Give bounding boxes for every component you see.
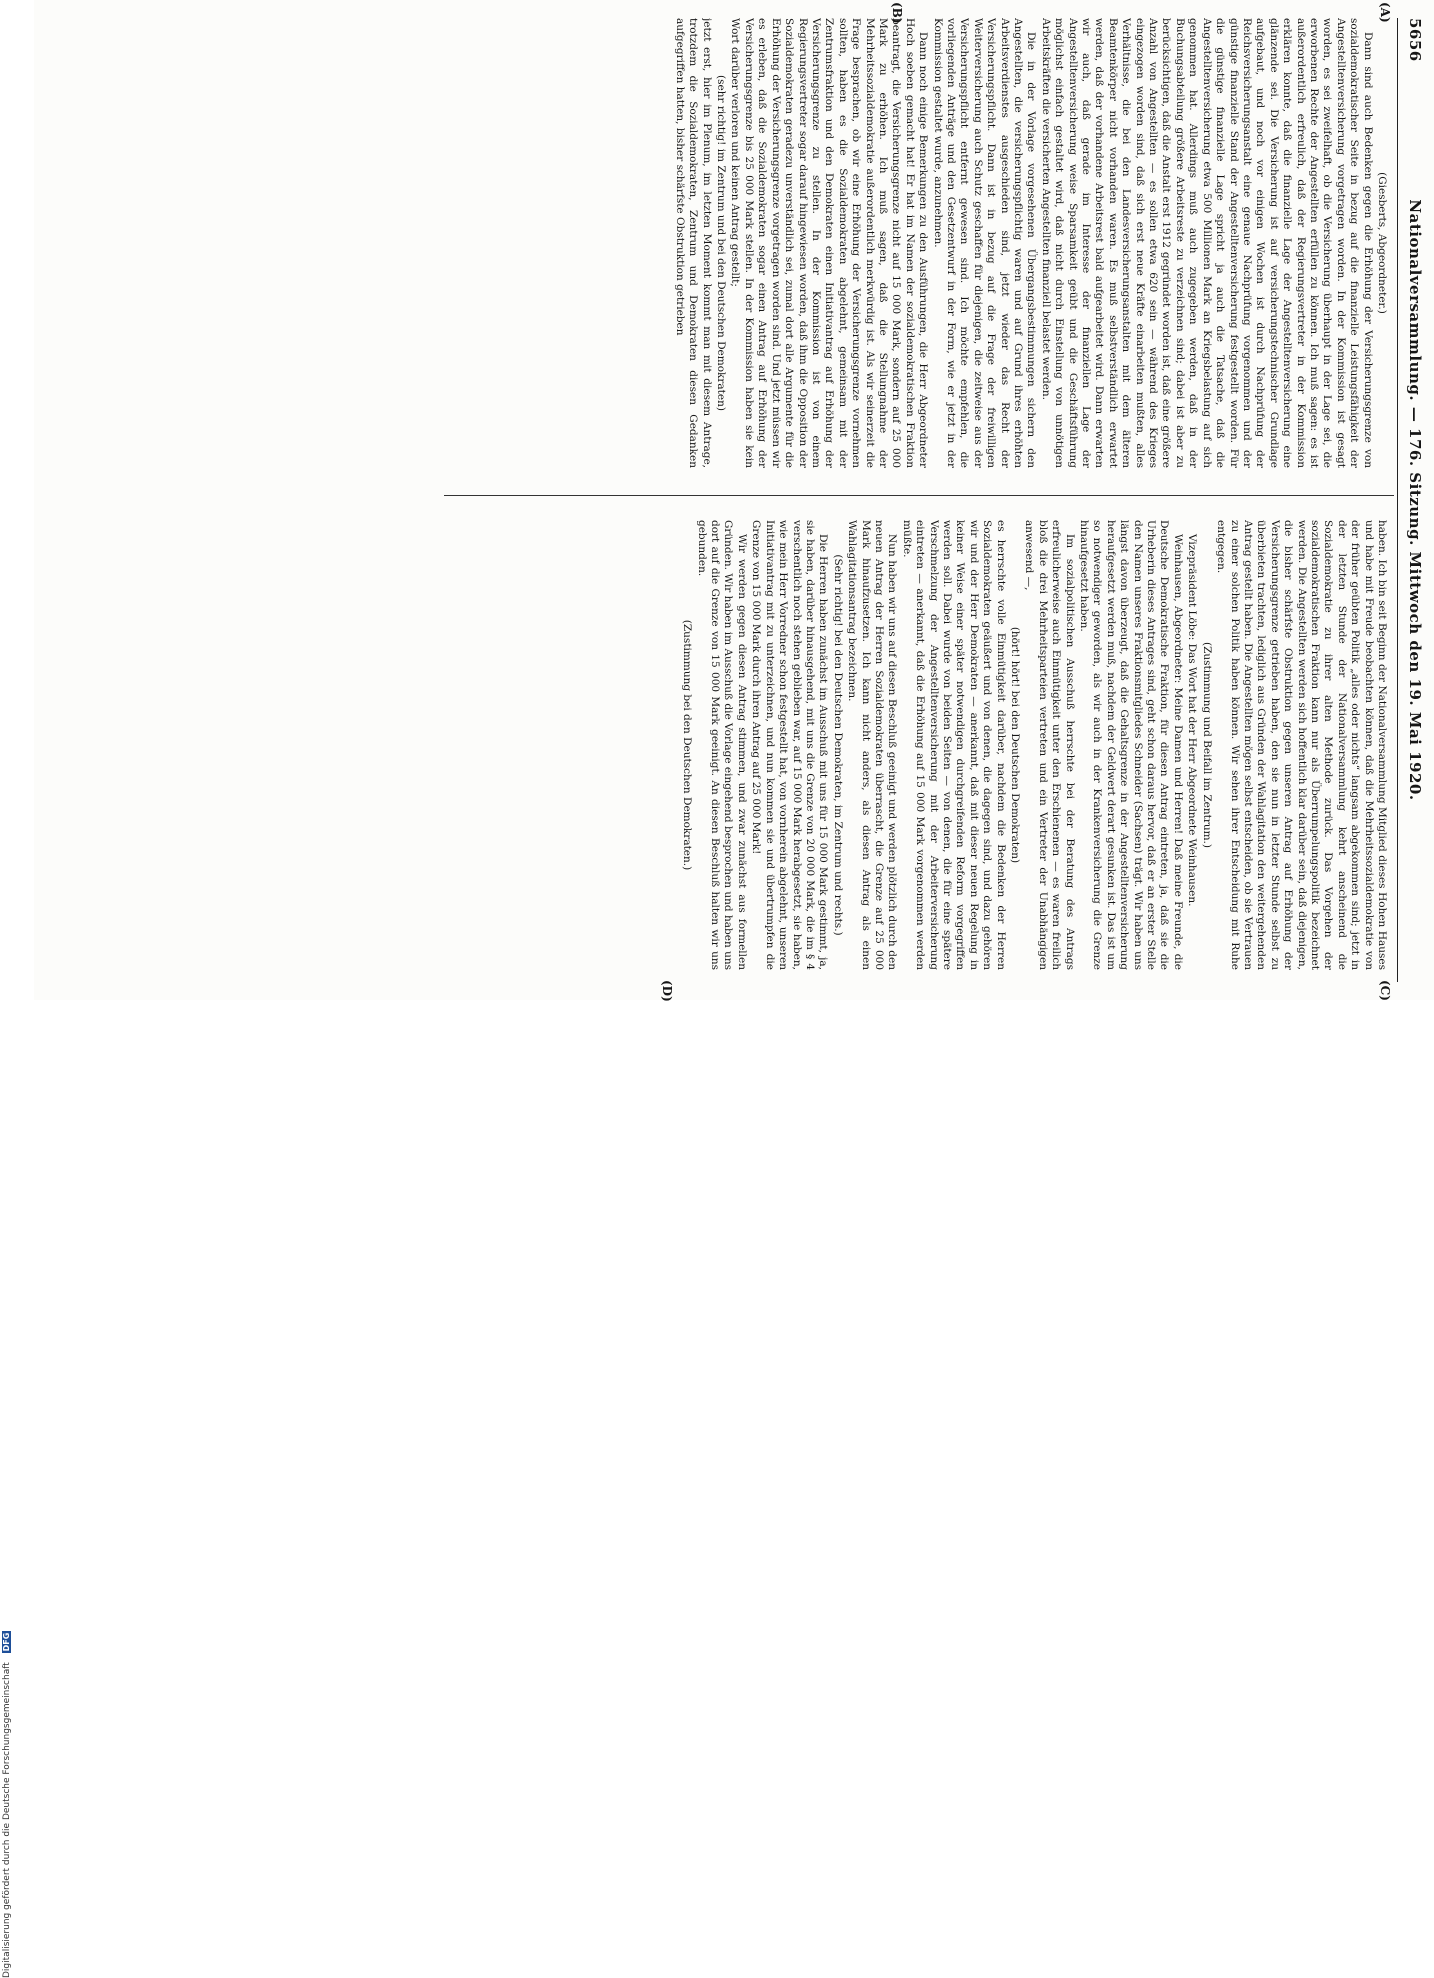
speaker-announcement: Vizepräsident Löbe: Das Wort hat der Herr Abgeordnete Weinhausen. <box>1186 534 1199 907</box>
interjection: (sehr richtig! im Zentrum und bei den Deutschen Demokraten) <box>715 75 728 411</box>
paragraph: Im sozialpolitischen Ausschuß herrschte bei der Beratung des Antrags erfreulicherweise auch Einmütigkeit unter den Erschienenen — es waren freilich bloß die drei Mehrheitsparteien vertreten und ein Vertreter der Unabhängigen anwesend —, <box>1023 520 1076 970</box>
paragraph: haben. Ich bin seit Beginn der Nationalversammlung Mitglied dieses Hohen Hauses und habe mit Freude beobachten können, daß die Mehrheitssozialdemokratie von der früher geübten Politik „alles oder nichts“ langsam abgekommen sind; jetzt in der letzten Stunde der Nationalversammlung kehrt anscheinend die Sozialdemokratie zu ihrer alten Methode zurück. Das Vorgehen der sozialdemokratischen Fraktion kann nur als Überrumpelungspolitik bezeichnet werden. Die Angestellten werden sich hoffentlich klar darüber sein, daß diejenigen, die bisher schärfste Obstruktion gegen unseren Antrag auf Erhöhung der Versicherungsgrenze getrieben haben, den sie nun in letzter Stunde selbst zu überbieten trachten, lediglich aus Gründen der Wahlagitation den weitergehenden Antrag gestellt haben. Die Angestellten mögen selbst entscheiden, ob sie Vertrauen zu einer solchen Politik haben können. Wir sehen ihrer Entscheidung mit Ruhe entgegen. <box>1215 520 1388 970</box>
right-column <box>448 520 1388 970</box>
interjection: (hört! hört! bei den Deutschen Demokraten) <box>1009 626 1022 864</box>
paragraph: Nun haben wir uns auf diesen Beschluß geeinigt und werden plötzlich durch den neuen Antrag der Herren Sozialdemokraten überrascht, die Grenze auf 25 000 Mark hinaufzusetzen. Ich kann nicht anders, als diesen Antrag als einen Wahlagitationsantrag bezeichnen. <box>846 520 899 970</box>
paragraph: Weinhausen, Abgeordneter: Meine Damen und Herren! Daß meine Freunde, die Deutsche Demokratische Fraktion, für diesen Antrag eintreten, ja, daß sie die Urheberin dieses Antrages sind, geht schon daraus hervor, daß er an erster Stelle den Namen unseres Fraktionsmitgliedes Schneider (Sachsen) trägt. Wir haben uns längst davon überzeugt, daß die Gehaltsgrenze in der Angestelltenversicherung heraufgesetzt werden muß, nachdem der Geldwert derart gesunken ist. Das ist um so notwendiger geworden, als wir auch in der Krankenversicherung die Grenze hinaufgesetzt haben. <box>1078 520 1184 970</box>
credit-text: Digitalisierung gefördert durch die Deutsche Forschungsgemeinschaft <box>2 1662 12 1978</box>
page-header <box>1402 18 1426 982</box>
paragraph: Dann sind auch Bedenken gegen die Erhöhung der Versicherungsgrenze von sozialdemokratischer Seite in bezug auf die finanzielle Leistungsfähigkeit der Angestelltenversicherung vorgetragen worden. In der Kommission ist gesagt worden, es sei zweifelhaft, ob die Versicherung überhaupt in der Lage sei, die erworbenen Rechte der Angestellten erfüllen zu können. Ich muß sagen: es ist außerordentlich erfreulich, daß der Regierungsvertreter in der Kommission erklären konnte, daß die finanzielle Lage der Angestelltenversicherung eine glänzende sei. Die Versicherung ist auf versicherungstechnischer Grundlage aufgebaut, und noch vor einigen Wochen ist durch Nachprüfung der Reichsversicherungsanstalt eine genaue Nachprüfung vorgenommen und der günstige finanzielle Stand der Angestelltenversicherung festgestellt worden. Für die günstige finanzielle Lage spricht ja auch die Tatsache, daß die Angestelltenversicherung etwa 500 Millionen Mark an Kriegsbelastung auf sich genommen hat. Allerdings muß auch zugegeben werden, daß in der Buchungsabteilung größere Arbeitsreste zu verzeichnen sind; dabei ist aber zu berücksichtigen, daß die Anstalt erst 1912 gegründet worden ist, daß eine größere Anzahl von Angestellten — es sollen etwa 620 sein — während des Krieges eingezogen worden sind, daß sich erst neue Kräfte einarbeiten mußten, alles Verhältnisse, die bei den Landesversicherungsanstalten mit dem älteren Beamtenkörper nicht vorhanden waren. Es muß selbstverständlich erwartet werden, daß der vorhandene Arbeitsrest bald aufgearbeitet wird. Dann erwarten wir auch, daß gerade im Interesse der finanziellen Lage der Angestelltenversicherung weise Sparsamkeit geübt und die Geschäftsführung möglichst einfach gestaltet wird, daß nicht durch Einstellung von unnötigen Arbeitskräften die versicherten Angestellten finanziell belastet werden. <box>1039 18 1374 468</box>
paragraph: Dann noch einige Bemerkungen zu den Ausführungen, die Herr Abgeordneter Hoch soeben gemacht hat! Er hat im Namen der sozialdemokratischen Fraktion beantragt, die Versicherungsgrenze nicht auf 15 000 Mark, sondern auf 25 000 Mark zu erhöhen. Ich muß sagen, daß die Stellungnahme der Mehrheitssozialdemokratie außerordentlich merkwürdig ist. Als wir seinerzeit die Frage besprachen, ob wir eine Erhöhung der Versicherungsgrenze vornehmen sollten, haben es die Sozialdemokraten abgelehnt, gemeinsam mit der Zentrumsfraktion und den Demokraten einen Initiativantrag auf Erhöhung der Versicherungsgrenze zu stellen. In der Kommission ist von einem Regierungsvertreter sogar darauf hingewiesen worden, daß ihm die Opposition der Sozialdemokraten geradezu unverständlich sei, zumal dort alle Argumente für die Erhöhung der Versicherungsgrenze vorgetragen worden sind. Und jetzt müssen wir es erleben, daß die Sozialdemokraten sogar einen Antrag auf Erhöhung der Versicherungsgrenze bis 25 000 Mark stellen. In der Kommission haben sie kein Wort darüber verloren und keinen Antrag gestellt; <box>729 18 930 468</box>
page-number: 5656 <box>1406 18 1424 62</box>
margin-marker-c: (C) <box>1378 980 1392 1001</box>
header-rule <box>1397 18 1398 982</box>
speaker-continuation: (Giesberts, Abgeordneter.) <box>1376 172 1388 314</box>
paragraph: es herrschte volle Einmütigkeit darüber, nachdem die Bedenken der Herren Sozialdemokraten geäußert und von denen, die dagegen sind, und dazu gehören wir und der Herr Demokraten — anerkannt, daß mit dieser neuen Regelung in keiner Weise einer später notwendigen durchgreifenden Reform vorgegriffen werden soll. Dabei wurde von beiden Seiten — von denen, die für eine spätere Verschmelzung der Angestelltenversicherung mit der Arbeiterversicherung eintreten — anerkannt, daß die Erhöhung auf 15 000 Mark vorgenommen werden müßte. <box>900 520 1007 970</box>
paragraph: Wir werden gegen diesen Antrag stimmen, und zwar zunächst aus formellen Gründen. Wir haben im Ausschuß die Vorlage eingehend besprochen und haben uns dort auf die Grenze von 15 000 Mark geeinigt. An diesen Beschluß halten wir uns gebunden. <box>695 520 748 970</box>
margin-marker-d: (D) <box>660 980 674 1002</box>
paragraph: jetzt erst, hier im Plenum, im letzten Moment kommt man mit diesem Antrage, trotzdem die Sozialdemokraten, Zentrum und Demokraten diesen Gedanken aufgegriffen hatten, bisher schärfste Obstruktion getrieben <box>673 18 713 468</box>
interjection: (Zustimmung und Beifall im Zentrum.) <box>1200 641 1213 848</box>
dfg-logo: DFG <box>2 1632 11 1652</box>
digitization-credit <box>2 978 16 1978</box>
paragraph: Die Herren haben zunächst im Ausschuß mit uns für 15 000 Mark gestimmt, ja, sie haben, darüber hinausgehend, mit uns die Grenze von 20 000 Mark, die im § 4 verschentlich noch stehen geblieben war, auf 15 000 Mark herabgesetzt, sie haben, wie mein Herr Vorredner schon festgestellt hat, von vornherein abgelehnt, unseren Initiativantrag mit zu unterzeichnen, und nun kommen sie und übertrumpfen die Grenze von 15 000 Mark durch ihren Antrag auf 25 000 Mark! <box>750 520 830 970</box>
left-column <box>448 18 1388 468</box>
interjection: (Zustimmung bei den Deutschen Demokraten.) <box>681 619 694 871</box>
interjection: (Sehr richtig! bei den Deutschen Demokraten, im Zentrum und rechts.) <box>831 554 844 936</box>
scanned-page <box>34 0 1434 1000</box>
column-divider <box>444 495 1394 496</box>
margin-marker-a: (A) <box>1378 2 1392 23</box>
running-head: Nationalversammlung. — 176. Sitzung. Mittwoch den 19. Mai 1920. <box>1406 199 1424 801</box>
paragraph: Die in der Vorlage vorgesehenen Übergangsbestimmungen sichern den Angestellten, die versicherungspflichtig waren und auf Grund ihres erhöhten Arbeitsverdienstes ausgeschieden sind, jetzt wieder das Recht der Versicherungspflicht. Dann ist in bezug auf die Frage der freiwilligen Weiterversicherung auch Schutz geschaffen für diejenigen, die zeitweise aus der Versicherungspflicht entfernt gewesen sind. Ich möchte empfehlen, die vorliegenden Anträge und den Gesetzentwurf in der Form, wie er jetzt in der Kommission gestaltet wurde, anzunehmen. <box>931 18 1038 468</box>
margin-marker-b: (B) <box>890 2 904 24</box>
